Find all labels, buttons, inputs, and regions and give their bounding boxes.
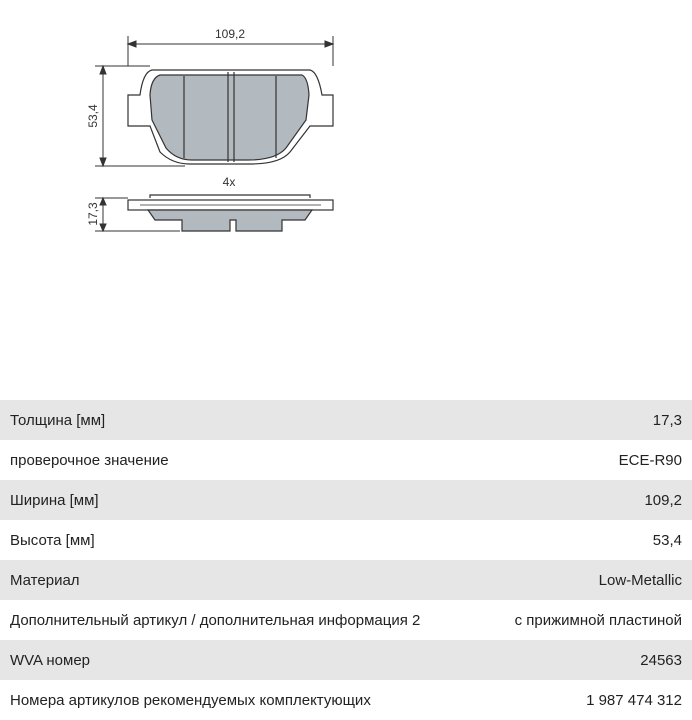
quantity-label: 4x xyxy=(222,175,236,189)
spec-row-height xyxy=(0,520,692,560)
spec-value: ECE-R90 xyxy=(618,451,682,469)
spec-label: Дополнительный артикул / дополнительная информация 2 xyxy=(10,611,421,629)
spec-row-accessory-numbers xyxy=(0,680,692,720)
spec-label: Высота [мм] xyxy=(10,531,95,549)
spec-value: 1 987 474 312 xyxy=(586,691,682,709)
spec-table xyxy=(0,400,692,720)
spec-label: Номера артикулов рекомендуемых комплектующих xyxy=(10,691,371,709)
width-dimension-label: 109,2 xyxy=(214,27,246,41)
spec-value: 109,2 xyxy=(644,491,682,509)
spec-label: Толщина [мм] xyxy=(10,411,106,429)
spec-value: Low-Metallic xyxy=(598,571,682,589)
spec-row-material xyxy=(0,560,692,600)
spec-value: 17,3 xyxy=(652,411,682,429)
spec-row-test-value xyxy=(0,440,692,480)
spec-row-thickness xyxy=(0,400,692,440)
pad-side-view xyxy=(128,195,333,231)
spec-label: проверочное значение xyxy=(10,451,169,469)
spec-row-wva-number xyxy=(0,640,692,680)
spec-value: с прижимной пластиной xyxy=(514,611,682,629)
spec-label: WVA номер xyxy=(10,651,91,669)
pad-friction-material xyxy=(150,75,309,160)
spec-label: Ширина [мм] xyxy=(10,491,99,509)
height-dimension-label: 53,4 xyxy=(86,104,100,128)
thickness-dimension-label: 17,3 xyxy=(86,202,100,226)
spec-label: Материал xyxy=(10,571,80,589)
spec-value: 53,4 xyxy=(652,531,682,549)
spec-row-width xyxy=(0,480,692,520)
spec-row-additional-info xyxy=(0,600,692,640)
spec-value: 24563 xyxy=(640,651,682,669)
